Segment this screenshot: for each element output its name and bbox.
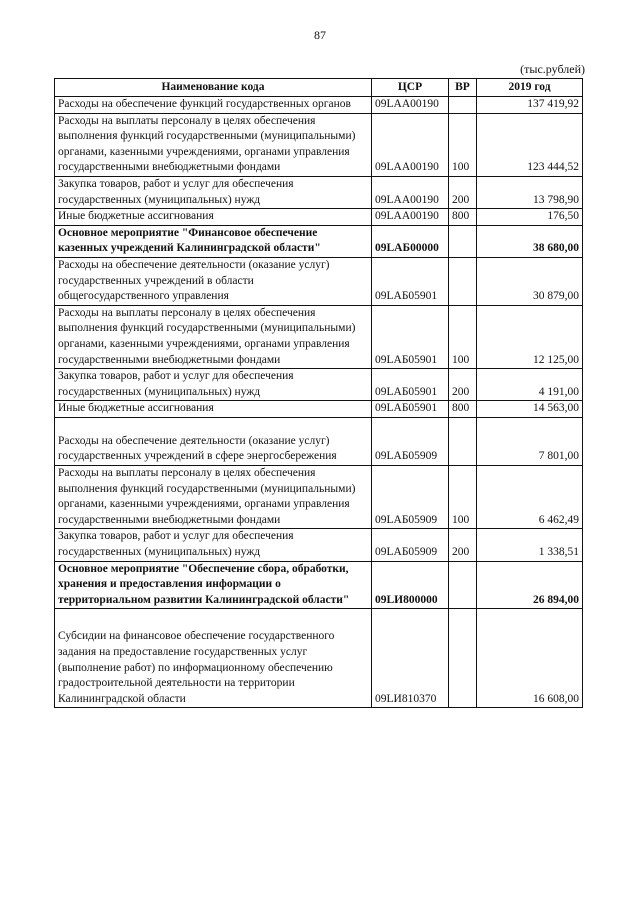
table-row (55, 305, 583, 368)
table-row (55, 466, 583, 529)
header-year: 2019 год (477, 79, 583, 97)
row-name: Субсидии на финансовое обеспечение государственного задания на предоставление государственных услуг (выполнение работ) по информационному обеспечению градостроительной деятельности на территории Калининградской области (55, 609, 372, 708)
header-csr: ЦСР (372, 79, 449, 97)
table-row-main-event (55, 561, 583, 609)
row-sum: 26 894,00 (477, 561, 583, 609)
row-sum: 12 125,00 (477, 305, 583, 368)
row-csr: 09LAA00190 (372, 113, 449, 176)
row-sum: 30 879,00 (477, 257, 583, 305)
row-vr: 800 (449, 401, 477, 418)
row-vr: 200 (449, 369, 477, 401)
row-vr: 200 (449, 176, 477, 208)
table-row-main-event (55, 225, 583, 257)
row-csr: 09LAA00190 (372, 176, 449, 208)
row-name: Расходы на обеспечение деятельности (оказание услуг) государственных учреждений в области общегосударственного управления (55, 257, 372, 305)
row-sum: 13 798,90 (477, 176, 583, 208)
row-name: Закупка товаров, работ и услуг для обеспечения государственных (муниципальных) нужд (55, 369, 372, 401)
row-csr: 09LAБ00000 (372, 225, 449, 257)
row-name: Расходы на обеспечение функций государственных органов (55, 97, 372, 114)
header-name: Наименование кода (55, 79, 372, 97)
row-name: Расходы на выплаты персоналу в целях обеспечения выполнения функций государственными (муниципальными) органами, казенными учреждениями, органами управления государственными внебюджетными фондами (55, 113, 372, 176)
row-sum: 6 462,49 (477, 466, 583, 529)
row-vr (449, 97, 477, 114)
row-sum: 7 801,00 (477, 417, 583, 465)
row-csr: 09LИ800000 (372, 561, 449, 609)
table-row (55, 369, 583, 401)
row-vr: 100 (449, 466, 477, 529)
row-vr: 100 (449, 113, 477, 176)
row-vr: 200 (449, 529, 477, 561)
row-sum: 4 191,00 (477, 369, 583, 401)
table-row (55, 209, 583, 226)
row-sum: 1 338,51 (477, 529, 583, 561)
row-name: Основное мероприятие "Финансовое обеспечение казенных учреждений Калининградской области" (55, 225, 372, 257)
table-row (55, 401, 583, 418)
row-csr: 09LAБ05901 (372, 369, 449, 401)
row-vr (449, 609, 477, 708)
row-name: Расходы на обеспечение деятельности (оказание услуг) государственных учреждений в сфере энергосбережения (55, 417, 372, 465)
row-vr: 800 (449, 209, 477, 226)
row-name: Основное мероприятие "Обеспечение сбора, обработки, хранения и предоставления информации о территориальном развитии Калининградской области" (55, 561, 372, 609)
table-row (55, 529, 583, 561)
row-name: Закупка товаров, работ и услуг для обеспечения государственных (муниципальных) нужд (55, 529, 372, 561)
row-csr: 09LAБ05901 (372, 401, 449, 418)
row-vr (449, 561, 477, 609)
row-csr: 09LAБ05901 (372, 257, 449, 305)
row-sum: 16 608,00 (477, 609, 583, 708)
table-row (55, 97, 583, 114)
table-row (55, 113, 583, 176)
row-sum: 14 563,00 (477, 401, 583, 418)
row-sum: 176,50 (477, 209, 583, 226)
table-row (55, 176, 583, 208)
row-csr: 09LAБ05909 (372, 417, 449, 465)
row-sum: 38 680,00 (477, 225, 583, 257)
row-name: Иные бюджетные ассигнования (55, 401, 372, 418)
row-vr (449, 225, 477, 257)
row-csr: 09LAБ05909 (372, 529, 449, 561)
row-csr: 09LAA00190 (372, 97, 449, 114)
page-number: 87 (314, 28, 326, 42)
row-csr: 09LAБ05901 (372, 305, 449, 368)
units-note: (тыс.рублей) (520, 62, 585, 76)
row-vr: 100 (449, 305, 477, 368)
row-csr: 09LAБ05909 (372, 466, 449, 529)
row-sum: 123 444,52 (477, 113, 583, 176)
table-row (55, 417, 583, 465)
row-vr (449, 257, 477, 305)
table-header-row (55, 79, 583, 97)
row-csr: 09LИ810370 (372, 609, 449, 708)
row-csr: 09LAA00190 (372, 209, 449, 226)
table-row (55, 609, 583, 708)
table-row (55, 257, 583, 305)
row-sum: 137 419,92 (477, 97, 583, 114)
budget-table (54, 78, 583, 708)
row-name: Закупка товаров, работ и услуг для обеспечения государственных (муниципальных) нужд (55, 176, 372, 208)
row-name: Расходы на выплаты персоналу в целях обеспечения выполнения функций государственными (муниципальными) органами, казенными учреждениями, органами управления государственными внебюджетными фондами (55, 466, 372, 529)
row-vr (449, 417, 477, 465)
row-name: Иные бюджетные ассигнования (55, 209, 372, 226)
row-name: Расходы на выплаты персоналу в целях обеспечения выполнения функций государственными (муниципальными) органами, казенными учреждениями, органами управления государственными внебюджетными фондами (55, 305, 372, 368)
header-vr: ВР (449, 79, 477, 97)
